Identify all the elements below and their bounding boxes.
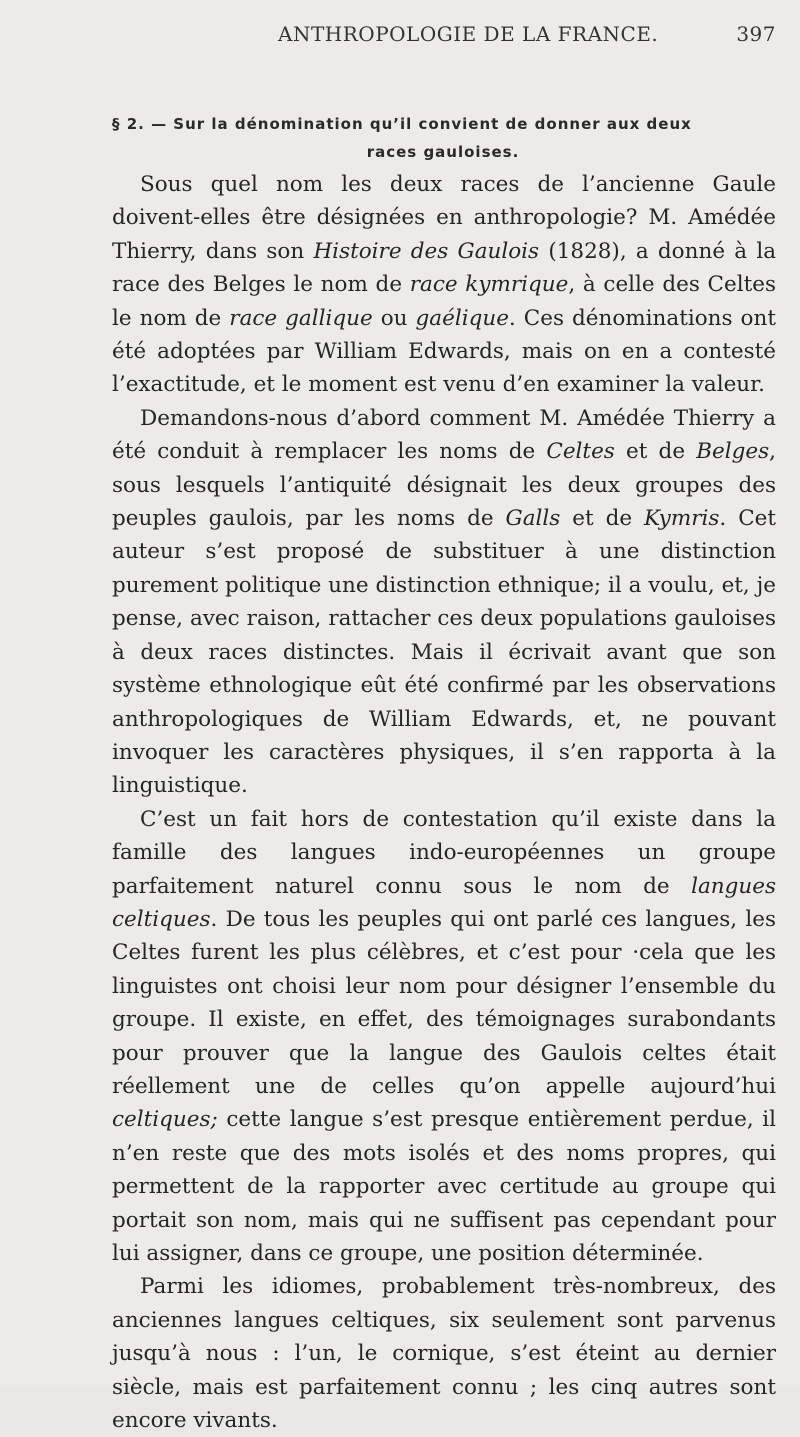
italic-run: race kymrique (409, 272, 569, 298)
text-run: (1828), a donné à la race des Belges le nom de (112, 238, 777, 298)
text-run: et de (560, 506, 644, 532)
italic-run: Kymris (644, 506, 720, 532)
italic-run: celtiques; (112, 1107, 218, 1133)
text-run: Demandons-nous d’abord comment M. Amédée Thierry a été conduit à remplacer les noms de (112, 405, 776, 465)
section-heading (112, 110, 774, 166)
text-run: et de (614, 439, 697, 465)
section-heading-line-2: races gauloises. (366, 143, 520, 161)
page-number: 397 (736, 22, 776, 46)
italic-run: Belges (696, 439, 770, 465)
text-run: . Cet auteur s’est proposé de substituer à une distinction purement politique une distinction ethnique; il a voulu, et, je pense, avec raison, rattacher ces deux populations gauloises à deux races distinctes. Mais il écrivait avant que son système ethnologique eût été confirmé par les observations anthropologiques de William Edwards, et, ne pouvant invoquer les caractères physiques, il s’en rapporta à la linguistique. (112, 506, 777, 799)
paragraph-4 (112, 1270, 776, 1437)
paragraph-1 (112, 168, 776, 402)
text-run: Parmi les idiomes, probablement très-nombreux, des anciennes langues celtiques, six seulement sont parvenus jusqu’à nous : l’un, le cornique, s’est éteint au dernier siècle, mais est parfaitement connu ; les cinq autres sont encore vivants. (112, 1274, 776, 1434)
body-text (112, 168, 776, 1437)
text-run: . De tous les peuples qui ont parlé ces langues, les Celtes furent les plus célèbres, et c’est pour ·cela que les linguistes ont choisi leur nom pour désigner l’ensemble du groupe. Il existe, en effet, des témoignages surabondants pour prouver que la langue des Gaulois celtes était réellement une de celles qu’on appelle aujourd’hui (112, 906, 776, 1099)
text-run: C’est un fait hors de contestation qu’il existe dans la famille des langues indo-européennes un groupe parfaitement naturel connu sous le nom de (112, 806, 776, 899)
text-run: ou (372, 305, 416, 331)
italic-run: Celtes (546, 439, 615, 465)
text-run: cette langue s’est presque entièrement perdue, il n’en reste que des mots isolés et des noms propres, qui permettent de la rapporter avec certitude au groupe qui portait son nom, mais qui ne suffisent pas cependant pour lui assigner, dans ce groupe, une position déterminée. (112, 1107, 776, 1266)
section-heading-line-1: § 2. — Sur la dénomination qu’il convient de donner aux deux (112, 115, 692, 133)
italic-run: Galls (505, 506, 561, 532)
italic-run: langues celtiques (112, 873, 776, 932)
text-run: Sous quel nom les deux races de l’ancienne Gaule doivent-elles être désignées en anthropologie? M. Amédée Thierry, dans son (112, 172, 776, 264)
running-head-title: ANTHROPOLOGIE DE LA FRANCE. (278, 22, 659, 46)
italic-run: Histoire des Gaulois (313, 238, 540, 264)
running-head (112, 22, 776, 46)
paragraph-2 (112, 402, 776, 803)
italic-run: race gallique (229, 305, 373, 331)
text-run: , sous lesquels l’antiquité désignait les deux groupes des peuples gaulois, par les noms de (112, 439, 776, 532)
text-run: . Ces dénominations ont été adoptées par William Edwards, mais on en a contesté l’exactitude, et le moment est venu d’en examiner la valeur. (112, 305, 776, 398)
italic-run: gaélique (415, 305, 509, 331)
paragraph-3 (112, 803, 776, 1271)
text-run: , à celle des Celtes le nom de (112, 272, 777, 331)
